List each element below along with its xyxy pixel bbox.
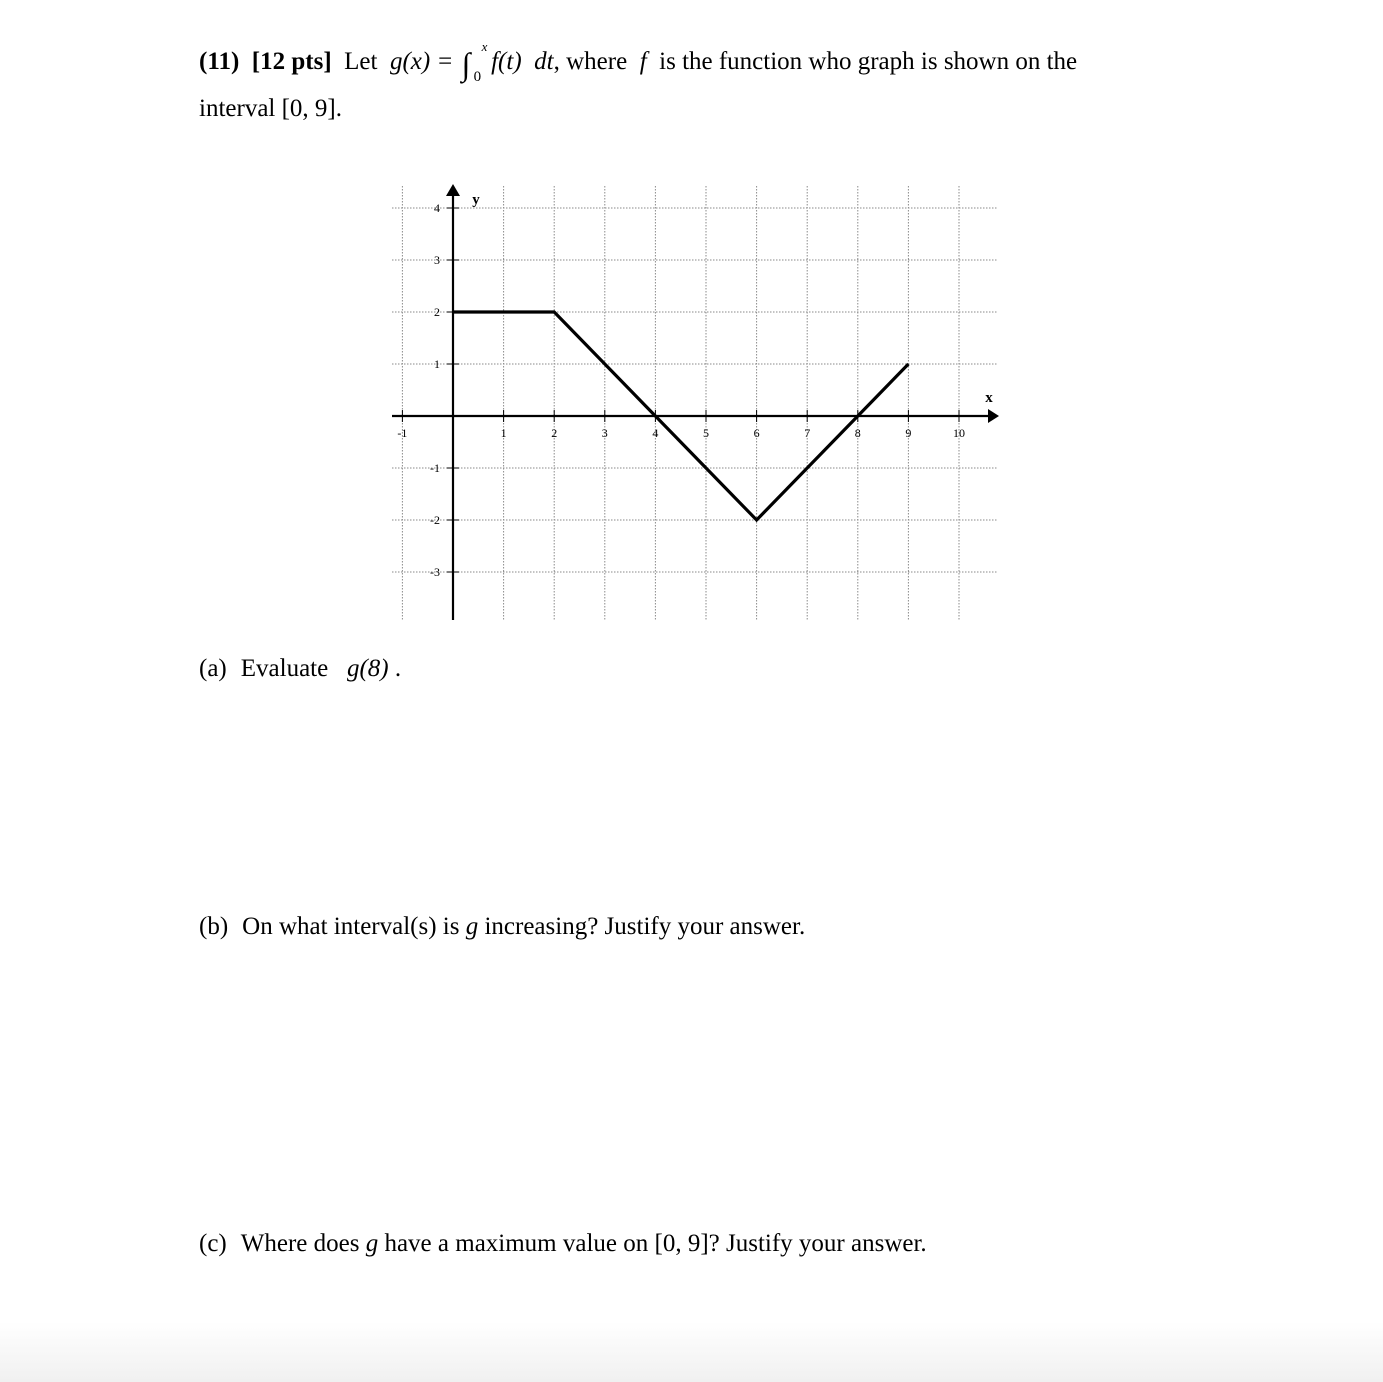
part-b <box>199 914 805 939</box>
part-b-math: g <box>465 913 479 940</box>
x-axis-label: x <box>985 390 993 406</box>
integral-sign: ∫ x 0 <box>461 39 488 85</box>
integrand: f(t) <box>491 48 522 75</box>
problem-statement-line2: interval [0, 9]. <box>199 95 343 122</box>
part-a-math: g(8) <box>346 655 389 682</box>
differential: dt <box>534 48 554 75</box>
bottom-fade <box>0 1322 1383 1382</box>
part-a-label: (a) <box>199 655 227 682</box>
part-c-label: (c) <box>199 1230 227 1257</box>
part-b-pre: On what interval(s) is <box>242 913 460 940</box>
y-tick-label: -2 <box>430 513 440 527</box>
integral-lower-limit: 0 <box>473 69 482 85</box>
statement-rest: is the function who graph is shown on the <box>659 48 1078 75</box>
part-a-pre: Evaluate <box>240 655 329 682</box>
x-tick-label: 3 <box>601 426 608 440</box>
problem-number: (11) <box>199 48 240 75</box>
part-a-post: . <box>394 655 402 682</box>
part-a <box>199 656 401 681</box>
y-axis-label: y <box>472 192 480 208</box>
x-axis-arrow <box>988 409 999 423</box>
part-c-pre: Where does <box>240 1230 360 1257</box>
x-tick-label: 7 <box>804 426 811 440</box>
x-tick-label: 5 <box>703 426 709 440</box>
x-tick-label: 2 <box>551 426 558 440</box>
x-tick-label: 10 <box>953 426 965 440</box>
y-tick-label: 4 <box>434 201 440 215</box>
part-c-math: g <box>365 1230 379 1257</box>
part-b-post: increasing? Justify your answer. <box>484 913 806 940</box>
y-tick-label: 1 <box>434 357 440 371</box>
y-tick-label: -1 <box>430 461 440 475</box>
y-axis-arrow <box>446 184 460 196</box>
x-tick-label: 6 <box>753 426 760 440</box>
let-text: Let <box>344 48 378 75</box>
problem-points: [12 pts] <box>251 48 332 75</box>
grid <box>392 186 998 620</box>
g-definition: g(x) = <box>389 48 454 75</box>
x-tick-label: 1 <box>500 426 507 440</box>
part-c-post: have a maximum value on [0, 9]? Justify your answer. <box>384 1230 927 1257</box>
f-symbol: f <box>639 48 647 75</box>
part-b-label: (b) <box>199 913 229 940</box>
y-tick-label: 2 <box>434 305 440 319</box>
y-tick-label: -3 <box>430 565 440 579</box>
x-tick-label: 9 <box>905 426 912 440</box>
integral-upper-limit: x <box>481 39 488 54</box>
x-tick-label: 8 <box>854 426 861 440</box>
x-tick-label: -1 <box>397 426 408 440</box>
y-tick-label: 3 <box>434 253 440 267</box>
part-c <box>199 1231 927 1256</box>
where-text: , where <box>553 48 628 75</box>
tick-labels <box>397 192 993 579</box>
x-tick-label: 4 <box>652 426 659 440</box>
